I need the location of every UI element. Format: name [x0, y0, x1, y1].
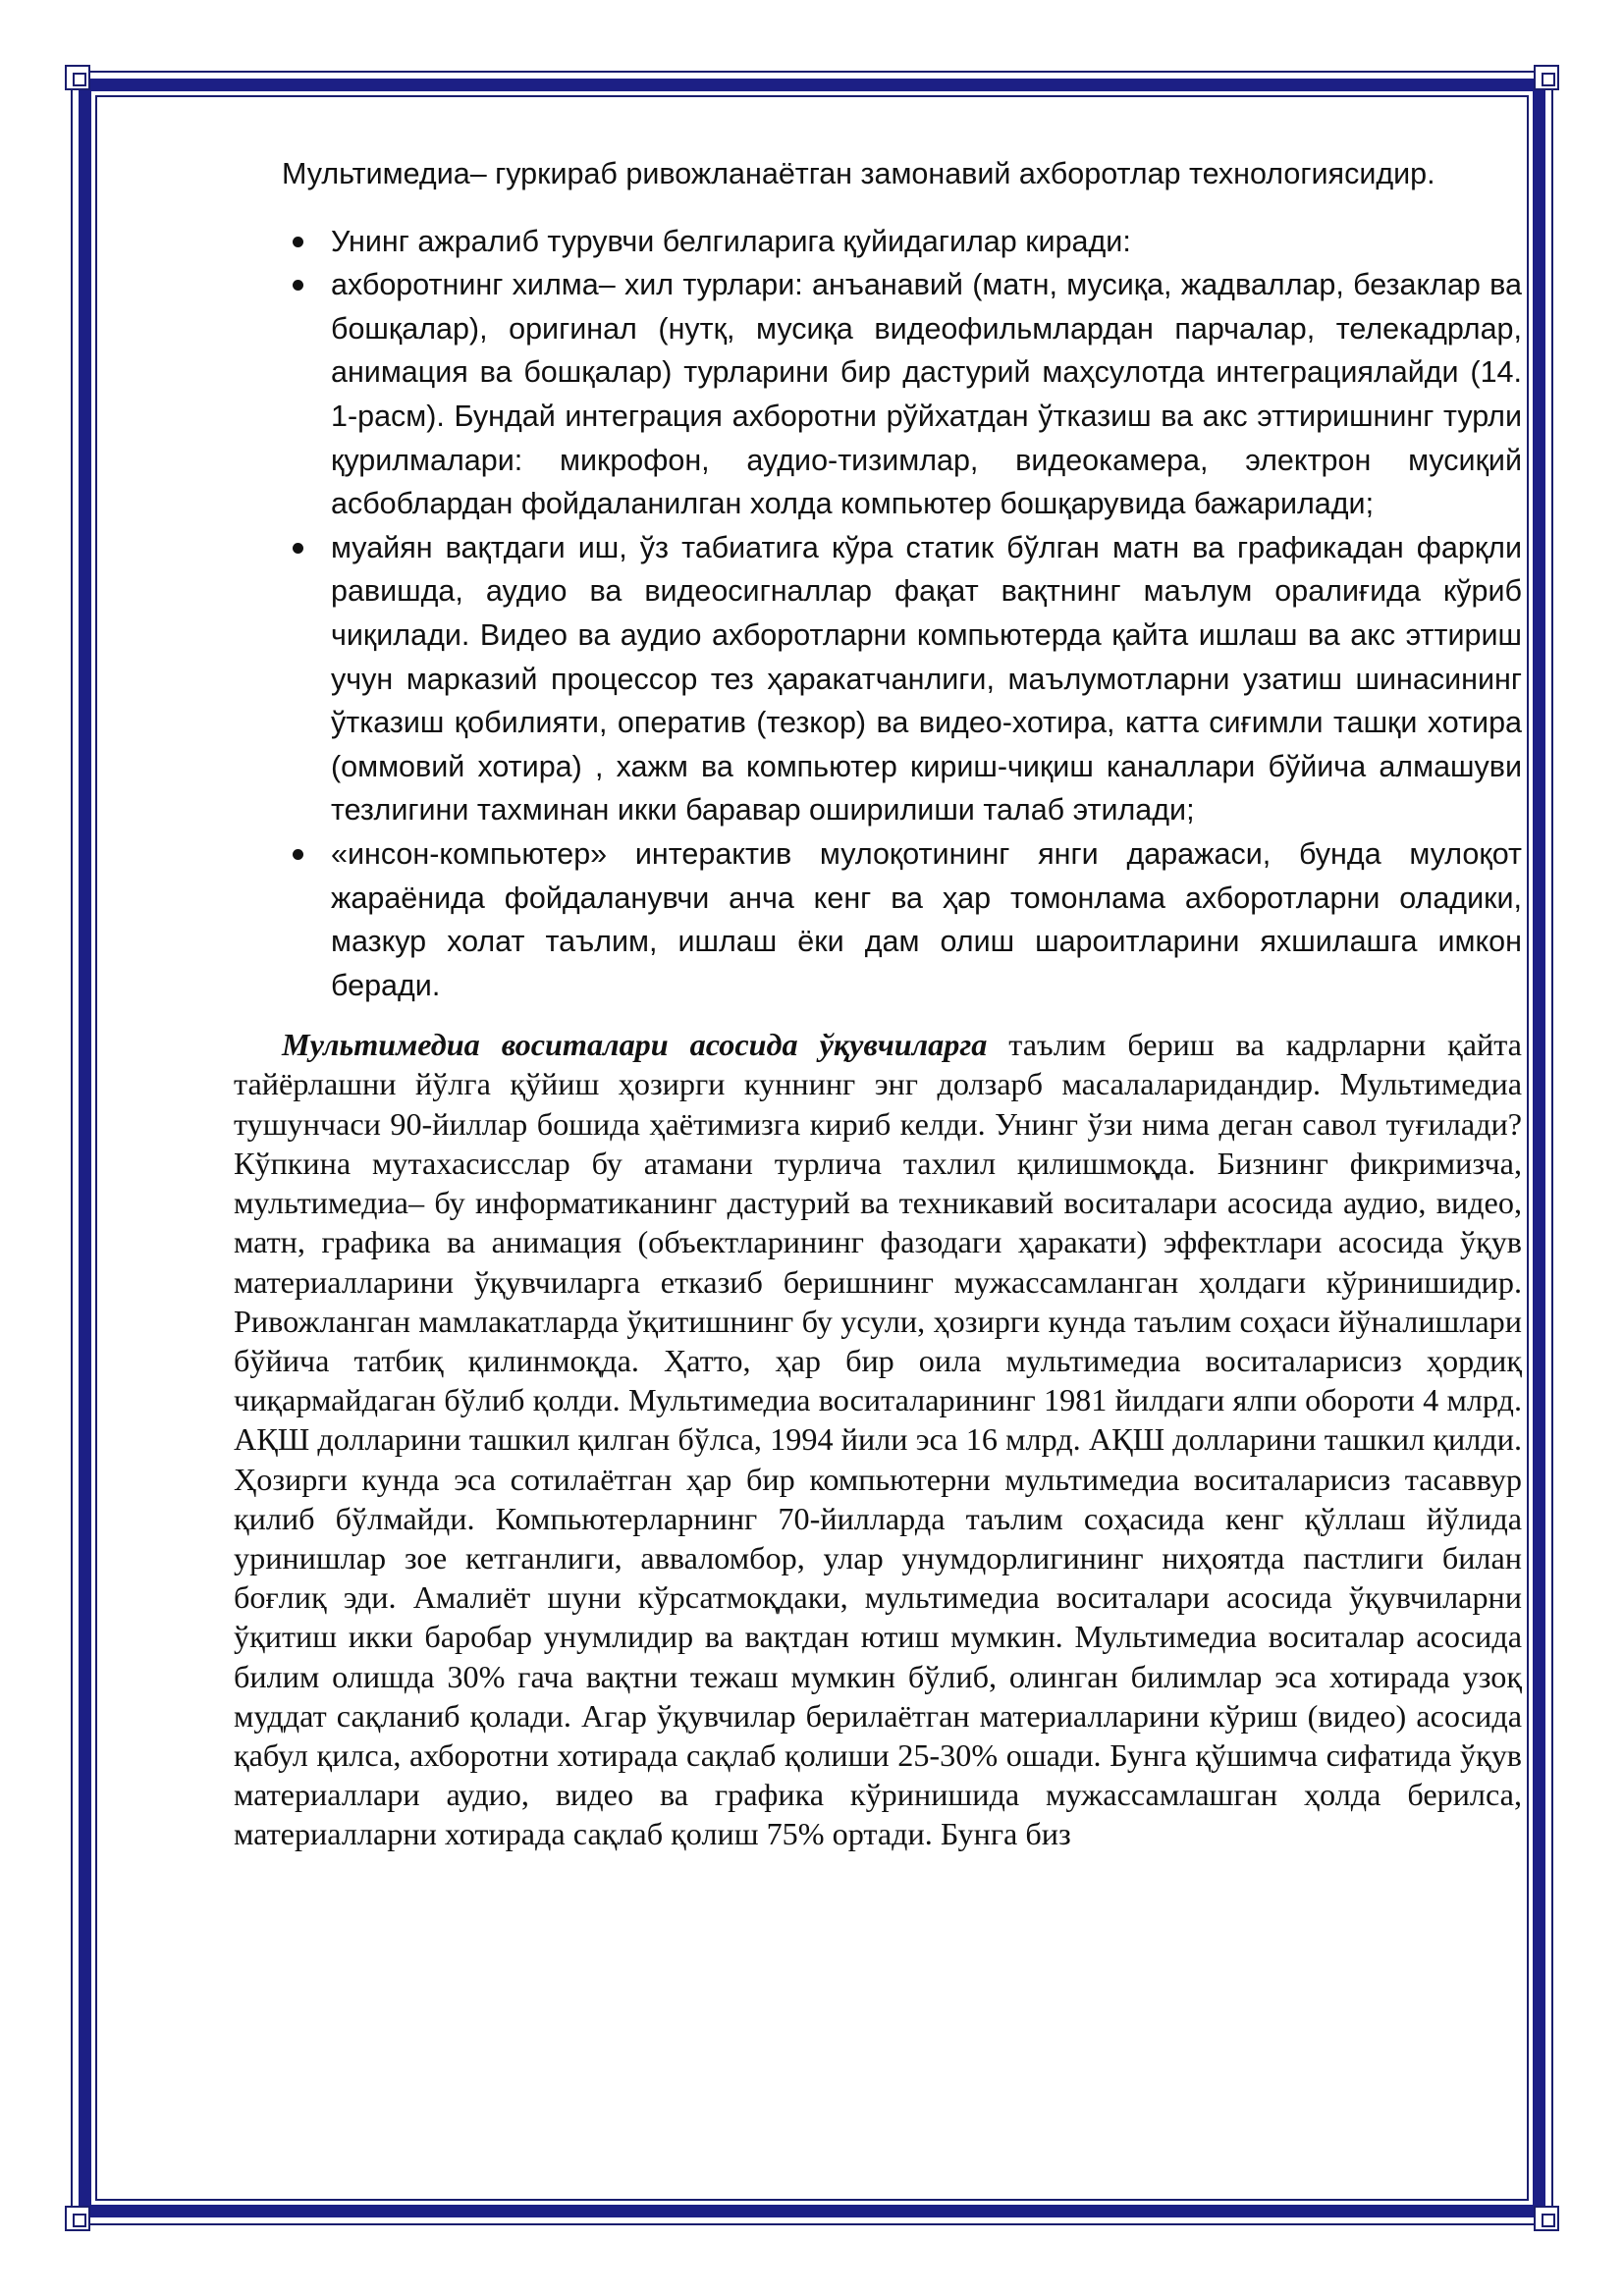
bullet-item — [234, 220, 1522, 264]
bullet-text: муайян вақтдаги иш, ўз табиатига кўра статик бўлган матн ва графикадан фарқли равишда, аудио ва видеосигналлар фақат вақтнинг маълум оралиғида кўриб чиқилади. Видео ва аудио ахборотларни компьютерда қайта ишлаш ва акс эттириш учун марказий процессор тез ҳаракатчанлиги, маълумотларни узатиш шинасининг ўтказиш қобилияти, оператив (тезкор) ва видео-хотира, катта сиғимли ташқи хотира (оммовий хотира) , хажм ва компьютер кириш-чиқиш каналлари бўйича алмашуви тезлигини тахминан икки баравар оширилиши талаб этилади; — [331, 530, 1522, 828]
bullet-icon — [293, 280, 303, 291]
border-corner-top-left — [65, 65, 90, 90]
bullet-text: ахборотнинг хилма– хил турлари: анъанавий (матн, мусиқа, жадваллар, безаклар ва бошқалар), оригинал (нутқ, мусиқа видеофильмлардан парчалар, телекадрлар, анимация ва бошқалар) турларини бир дастурий маҳсулотда интеграциялайди (14. 1-расм). Бундай интеграция ахборотни рўйхатдан ўтказиш ва акс эттиришнинг турли қурилмалари: микрофон, аудио-тизимлар, видеокамера, электрон мусиқий асбоблардан фойдаланилган холда компьютер бошқарувида бажарилади; — [331, 268, 1522, 521]
intro-paragraph: Мультимедиа– гуркираб ривожланаётган замонавий ахборотлар технологиясидир. — [282, 157, 1435, 190]
bullet-item — [234, 832, 1522, 1007]
body-paragraph — [234, 1025, 1522, 1853]
paragraph-lead: Мультимедиа воситалари асосида ўқувчиларга — [282, 1027, 988, 1063]
bullet-icon — [293, 237, 303, 247]
border-corner-bottom-right — [1534, 2206, 1559, 2231]
bullet-icon — [293, 543, 303, 554]
bullet-text: Унинг ажралиб турувчи белгиларига қуйидагилар киради: — [331, 224, 1131, 258]
bullet-item — [234, 263, 1522, 526]
border-corner-bottom-left — [65, 2206, 90, 2231]
border-corner-top-right — [1534, 65, 1559, 90]
page-content — [234, 152, 1522, 1854]
bullet-text: «инсон-компьютер» интерактив мулоқотининг янги даражаси, бунда мулоқот жараёнида фойдаланувчи анча кенг ва ҳар томонлама ахборотларни оладики, мазкур холат таълим, ишлаш ёки дам олиш шароитларини яхшилашга имкон беради. — [331, 836, 1522, 1002]
bullet-item — [234, 526, 1522, 832]
bullet-list — [234, 220, 1522, 1008]
paragraph-body: таълим бериш ва кадрларни қайта тайёрлашни йўлга қўйиш ҳозирги куннинг энг долзарб масалаларидандир. Мультимедиа тушунчаси 90-йиллар бошида ҳаётимизга кириб келди. Унинг ўзи нима деган савол туғилади? Кўпкина мутахасисслар бу атамани турлича тахлил қилишмоқда. Бизнинг фикримизча, мультимедиа– бу информатиканинг дастурий ва техникавий воситалари асосида аудио, видео, матн, графика ва анимация (объектларининг фазодаги ҳаракати) эффектлари асосида ўқув материалларини ўқувчиларга етказиб беришнинг мужассамланган ҳолдаги кўринишидир. Ривожланган мамлакатларда ўқитишнинг бу усули, ҳозирги кунда таълим соҳаси йўналишлари бўйича татбиқ қилинмоқда. Ҳатто, ҳар бир оила мультимедиа воситаларисиз ҳордиқ чиқармайдаган бўлиб қолди. Мультимедиа воситаларининг 1981 йилдаги ялпи обороти 4 млрд. АҚШ долларини ташкил қилган бўлса, 1994 йили эса 16 млрд. АҚШ долларини ташкил қилди. Ҳозирги кунда эса сотилаётган ҳар бир компьютерни мультимедиа воситаларисиз тасаввур қилиб бўлмайди. Компьютерларнинг 70-йилларда таълим соҳасида кенг қўллаш йўлида уринишлар зое кетганлиги, авваломбор, улар унумдорлигининг ниҳоятда пастлиги билан боғлиқ эди. Амалиёт шуни кўрсатмоқдаки, мультимедиа воситалари асосида ўқувчиларни ўқитиш икки баробар унумлидир ва вақтдан ютиш мумкин. Мультимедиа воситалар асосида билим олишда 30% гача вақтни тежаш мумкин бўлиб, олинган билимлар эса хотирада узоқ муддат сақланиб қолади. Агар ўқувчилар берилаётган материалларини кўриш (видео) асосида қабул қилса, ахборотни хотирада сақлаб қолиши 25-30% ошади. Бунга қўшимча сифатида ўқув материаллари аудио, видео ва графика кўринишида мужассамлашган ҳолда берилса, материалларни хотирада сақлаб қолиш 75% ортади. Бунга биз — [234, 1027, 1522, 1852]
bullet-icon — [293, 849, 303, 860]
